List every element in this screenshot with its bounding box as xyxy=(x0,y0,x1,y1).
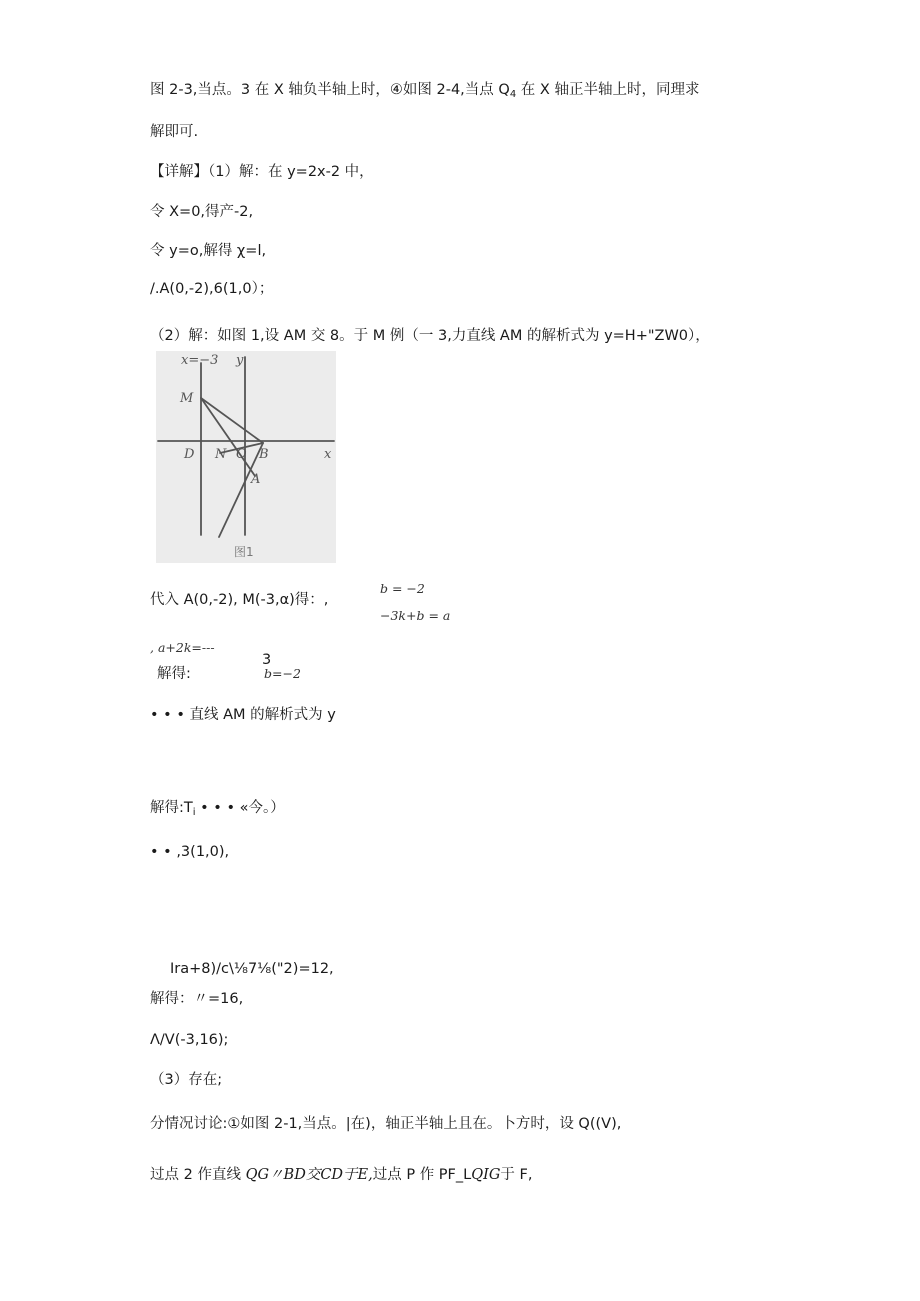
line-9-fraction-row: , a+2k=--- xyxy=(150,640,215,655)
label-point-O: O xyxy=(236,447,247,462)
line-1-text-a: 图 2-3,当点。3 在 X 轴负半轴上时，④如图 2-4,当点 Q xyxy=(150,82,510,98)
equation-system-row-1: b = −2 xyxy=(380,581,425,596)
line-10-solve: 解得: xyxy=(157,666,191,682)
line-19-text-b: QG〃BD交CD于E, xyxy=(245,1167,373,1183)
line-1-subscript: 4 xyxy=(509,89,517,100)
line-19 xyxy=(150,1165,532,1185)
label-x-eq-minus-3: x=−3 xyxy=(181,353,219,368)
line-19-text-c: 过点 P 作 PF_L xyxy=(372,1167,472,1183)
line-12-subscript: i xyxy=(192,807,196,818)
line-16: Λ/V(-3,16); xyxy=(150,1032,229,1048)
line-12 xyxy=(150,798,285,823)
line-2: 解即可. xyxy=(150,124,199,140)
line-14-area-equation: Ira+8)/c\⅛7⅛("2)=12, xyxy=(170,961,334,977)
line-15: 解得：〃=16, xyxy=(150,991,244,1007)
line-19-text-a: 过点 2 作直线 xyxy=(150,1167,246,1183)
line-6: /.A(0,-2),6(1,0）； xyxy=(150,281,274,297)
label-point-D: D xyxy=(184,447,195,462)
line-19-text-e: 于 F, xyxy=(500,1167,533,1183)
label-point-B: B xyxy=(259,447,269,462)
line-9-numeral: 3 xyxy=(262,652,272,668)
label-point-M: M xyxy=(180,391,194,406)
line-11: • • • 直线 AM 的解析式为 y xyxy=(150,707,336,723)
line-10-result: b=−2 xyxy=(264,666,301,681)
line-5: 令 y=o,解得 χ=l, xyxy=(150,243,267,259)
label-point-N: N xyxy=(215,447,227,462)
label-x-axis: x xyxy=(324,447,332,462)
line-8-substitute: 代入 A(0,-2), M(-3,α)得：, xyxy=(150,592,329,608)
line-7-part2: （2）解：如图 1,设 AM 交 8。于 M 例（一 3,力直线 AM 的解析式为 y=H+"ZW0）， xyxy=(150,328,710,344)
line-12-text-a: 解得:T xyxy=(150,800,193,816)
line-17-part3: （3）存在; xyxy=(150,1072,223,1088)
line-1-text-b: 在 X 轴正半轴上时，同理求 xyxy=(516,82,700,98)
label-y-axis: y xyxy=(236,353,244,368)
line-13: • • ,3(1,0), xyxy=(150,844,230,860)
line-19-text-d: QIG xyxy=(471,1167,501,1183)
line-1 xyxy=(150,80,699,105)
line-4: 令 X=0,得产-2, xyxy=(150,204,254,220)
line-12-text-b: • • • «今。） xyxy=(195,800,285,816)
figure-1-diagram xyxy=(156,351,336,563)
equation-system-row-2: −3k+b = a xyxy=(380,608,451,623)
figure-caption: 图1 xyxy=(234,545,254,559)
label-point-A: A xyxy=(251,472,261,487)
line-3-detail-heading: 【详解】（1）解：在 y=2x-2 中， xyxy=(150,164,374,180)
line-18: 分情况讨论:①如图 2-1,当点。|在)，轴正半轴上且在。卜方时，设 Q((V), xyxy=(150,1116,622,1132)
